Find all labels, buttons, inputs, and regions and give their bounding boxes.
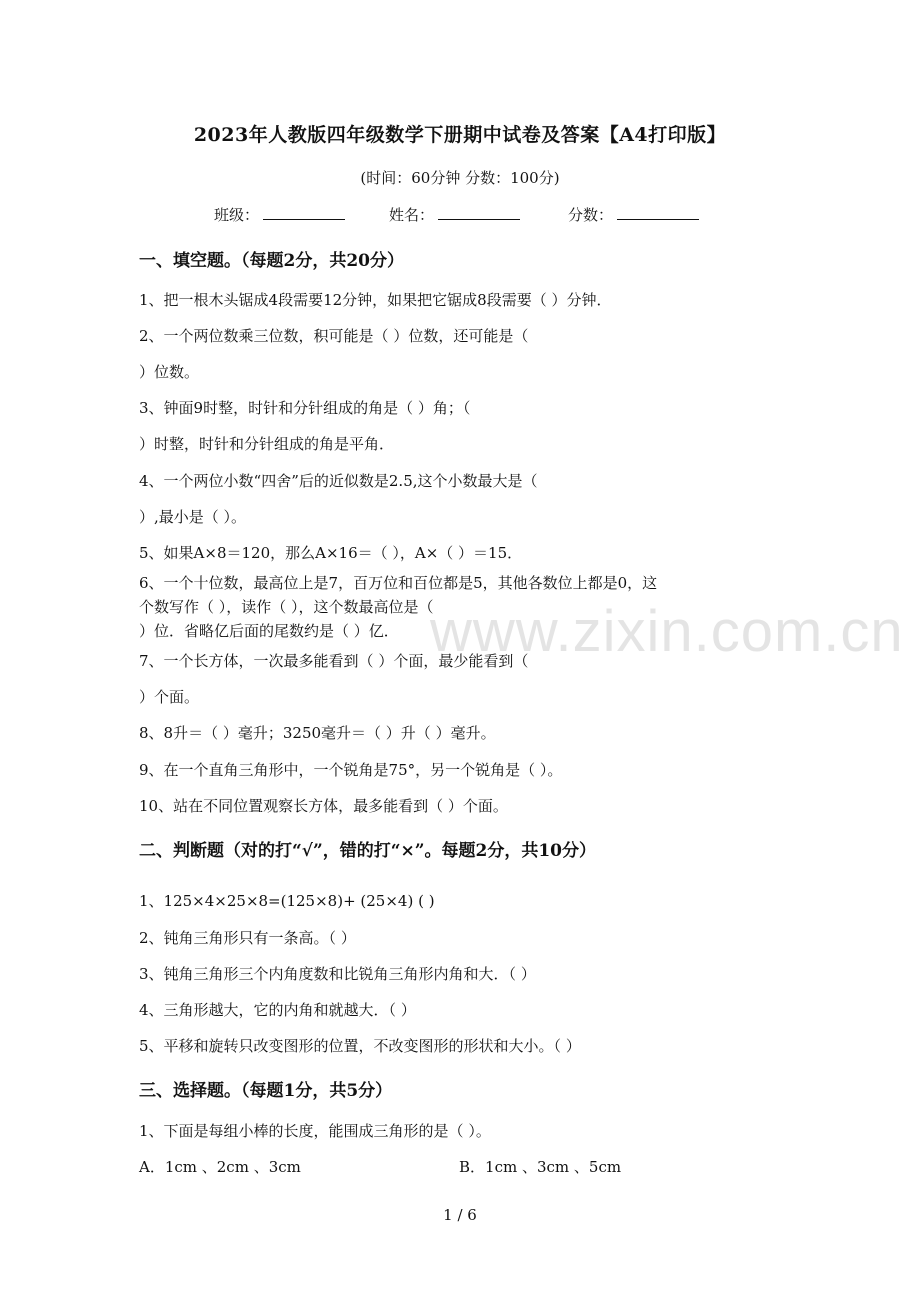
s1-line: 6、一个十位数，最高位上是7，百万位和百位都是5，其他各数位上都是0，这 [139,574,658,592]
s1-line: 10、站在不同位置观察长方体，最多能看到（ ）个面。 [139,797,508,815]
s2-line: 2、钝角三角形只有一条高。（ ） [139,929,356,947]
option-a: A．1cm 、2cm 、3cm [139,1158,301,1176]
s1-line: 2、一个两位数乘三位数，积可能是（ ）位数，还可能是（ [139,327,529,345]
s1-line: 5、如果A×8＝120，那么A×16＝（ ），A×（ ）＝15． [139,544,523,562]
s1-line: 3、钟面9时整，时针和分针组成的角是（ ）角；（ [139,399,471,417]
name-field [389,204,520,225]
class-label: 班级： [214,206,260,224]
page-title: 2023年人教版四年级数学下册期中试卷及答案【A4打印版】 [193,124,727,146]
score-field [568,204,699,225]
s1-line: ）位．省略亿后面的尾数约是（ ）亿． [139,622,399,640]
watermark: www.zixin.com.cn [430,599,904,664]
section-3-heading: 三、选择题。（每题1分，共5分） [139,1081,393,1101]
s2-line: 4、三角形越大，它的内角和就越大．（ ） [139,1001,416,1019]
section-1-heading: 一、填空题。（每题2分，共20分） [139,251,404,271]
s1-line: 1、把一根木头锯成4段需要12分钟，如果把它锯成8段需要（ ）分钟． [139,291,612,309]
option-b: B．1cm 、3cm 、5cm [459,1158,622,1176]
s1-line: ）时整，时针和分针组成的角是平角． [139,435,395,453]
page-number: 1 / 6 [443,1206,477,1224]
s1-line: ）位数。 [139,363,200,381]
section-2-heading: 二、判断题（对的打“√”，错的打“×”。每题2分，共10分） [139,841,597,861]
s1-line: 9、在一个直角三角形中，一个锐角是75°，另一个锐角是（ ）。 [139,761,563,779]
s2-line: 5、平移和旋转只改变图形的位置，不改变图形的形状和大小。（ ） [139,1037,581,1055]
s3-line: 1、下面是每组小棒的长度，能围成三角形的是（ ）。 [139,1122,491,1140]
s1-line: 4、一个两位小数“四舍”后的近似数是2.5,这个小数最大是（ [139,472,538,490]
exam-time-score: (时间：60分钟 分数：100分) [360,169,560,187]
name-label: 姓名： [389,206,435,224]
s1-line: 个数写作（ ），读作（ ），这个数最高位是（ [139,598,434,616]
s1-line: 8、8升＝（ ）毫升；3250毫升＝（ ）升（ ）毫升。 [139,724,496,742]
s2-line: 3、钝角三角形三个内角度数和比锐角三角形内角和大．（ ） [139,965,536,983]
class-field [214,204,345,225]
score-label: 分数： [568,206,614,224]
s2-line: 1、125×4×25×8=(125×8)+ (25×4) ( ) [139,892,435,910]
score-blank[interactable] [617,205,699,220]
s1-line: ）个面。 [139,688,200,706]
s1-line: ）,最小是（ ）。 [139,508,247,526]
name-blank[interactable] [438,205,520,220]
class-blank[interactable] [263,205,345,220]
s1-line: 7、一个长方体，一次最多能看到（ ）个面，最少能看到（ [139,652,529,670]
